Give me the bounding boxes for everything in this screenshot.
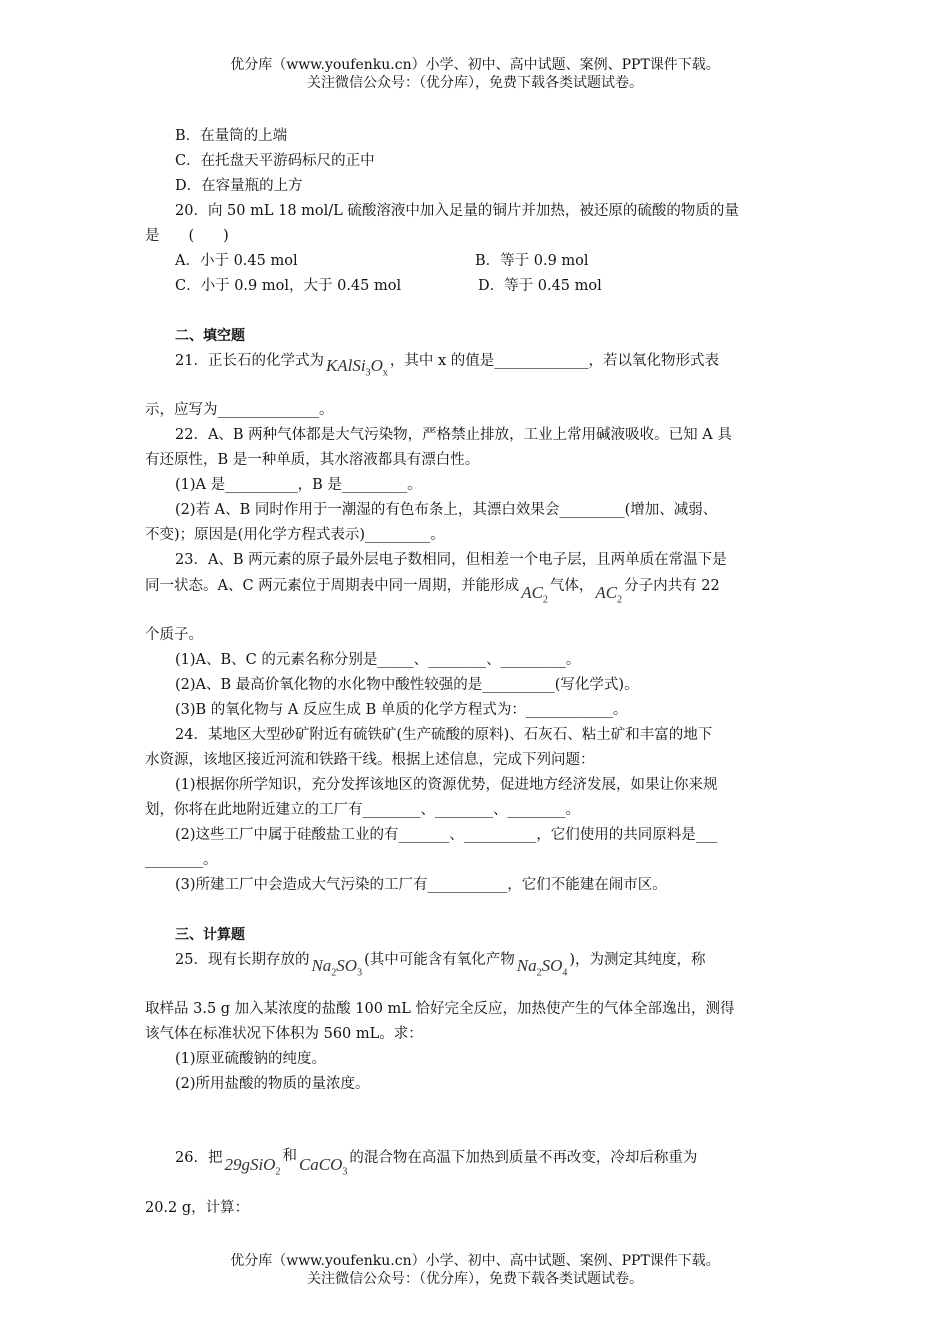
- q21-line-1: [175, 350, 719, 377]
- q23-line-2-prefix: 同一状态。A、C 两元素位于周期表中同一周期，并能形成: [145, 578, 520, 594]
- q22-part-1: (1)A 是__________，B 是_________。: [175, 477, 422, 493]
- q26-line-1: [175, 1147, 698, 1178]
- q23-part-1: (1)A、B、C 的元素名称分别是_____、________、_________。: [175, 652, 581, 668]
- header-line-1: 优分库（www.youfenku.cn）小学、初中、高中试题、案例、PPT课件下载。: [230, 57, 720, 73]
- q25-part-1: (1)原亚硫酸钠的纯度。: [175, 1051, 327, 1067]
- q21-formula: [326, 356, 388, 383]
- q21-formula-sub-x: x: [382, 367, 388, 379]
- q20-option-b: B．等于 0.9 mol: [475, 253, 589, 269]
- q26-and: 和: [282, 1148, 297, 1164]
- q22-line-1: 22．A、B 两种气体都是大气污染物，严格禁止排放，工业上常用碱液吸收。已知 A 具: [175, 427, 732, 443]
- q21-formula-base: KAlSi: [325, 356, 366, 375]
- q23-formula-1: [521, 583, 548, 610]
- q25-formula-na2so3: [311, 956, 362, 983]
- q19-option-d: D．在容量瓶的上方: [175, 178, 303, 194]
- q26-f2-base: CaCO: [298, 1155, 343, 1174]
- q22-line-2: 有还原性，B 是一种单质，其水溶液都具有漂白性。: [145, 452, 480, 468]
- q25-f2-sub-4: 4: [562, 967, 568, 979]
- q25-suffix: )，为测定其纯度，称: [569, 952, 706, 968]
- q25-f1-sub-3: 3: [357, 967, 363, 979]
- q24-line-1: 24．某地区大型砂矿附近有硫铁矿(生产硫酸的原料)、石灰石、粘土矿和丰富的地下: [175, 727, 713, 743]
- q25-f1-so: SO: [336, 956, 358, 975]
- q23-formula-2-sub: 2: [617, 594, 623, 606]
- q23-line-2-mid: 气体，: [549, 578, 594, 594]
- q24-part-2-cont: ________。: [145, 852, 218, 868]
- q23-line-2: [145, 575, 720, 606]
- q25-formula-na2so4: [517, 956, 568, 983]
- q19-option-c: C．在托盘天平游码标尺的正中: [175, 153, 375, 169]
- q23-formula-1-base: AC: [521, 583, 543, 602]
- q26-f1-sub: 2: [275, 1166, 281, 1178]
- q24-part-1-cont: 划，你将在此地附近建立的工厂有________、________、________。: [145, 802, 580, 818]
- q25-f2-na: Na: [516, 956, 537, 975]
- q21-formula-sub-3: 3: [365, 367, 371, 379]
- q23-formula-2: [595, 583, 622, 610]
- q25-f1-sub-2: 2: [331, 967, 337, 979]
- q23-part-2: (2)A、B 最高价氧化物的水化物中酸性较强的是__________(写化学式)。: [175, 677, 639, 693]
- q26-formula-caco3: [299, 1155, 347, 1182]
- q25-line-1: [175, 949, 706, 979]
- q20-option-d: D．等于 0.45 mol: [478, 278, 602, 294]
- q20-option-c: C．小于 0.9 mol，大于 0.45 mol: [175, 278, 402, 294]
- page-footer: [0, 1252, 950, 1288]
- q21-prefix: 21．正长石的化学式为: [175, 353, 324, 369]
- q20-stem-line-1: 20．向 50 mL 18 mol/L 硫酸溶液中加入足量的铜片并加热，被还原的硫酸的物质的量: [175, 203, 739, 219]
- q23-formula-2-base: AC: [595, 583, 618, 602]
- q22-part-2: (2)若 A、B 同时作用于一潮湿的有色布条上，其漂白效果会_________(增加、减弱、: [175, 502, 718, 518]
- q24-part-2: (2)这些工厂中属于硅酸盐工业的有_______、__________，它们使用的共同原料是___: [175, 827, 718, 843]
- q25-part-2: (2)所用盐酸的物质的量浓度。: [175, 1076, 370, 1092]
- q21-line-2: 示，应写为______________。: [145, 402, 334, 418]
- q23-line-1: 23．A、B 两元素的原子最外层电子数相同，但相差一个电子层，且两单质在常温下是: [175, 552, 727, 568]
- header-line-2: 关注微信公众号：（优分库），免费下载各类试题试卷。: [307, 75, 643, 91]
- q23-formula-1-sub: 2: [542, 594, 548, 606]
- q25-f2-sub-2: 2: [536, 967, 542, 979]
- q23-part-3: (3)B 的氧化物与 A 反应生成 B 单质的化学方程式为：____________。: [175, 702, 628, 718]
- q26-prefix: 26．把: [175, 1150, 223, 1166]
- page-header: [0, 56, 950, 92]
- q24-part-1: (1)根据你所学知识，充分发挥该地区的资源优势，促进地方经济发展，如果让你来规: [175, 777, 718, 793]
- q25-line-2: 取样品 3.5 g 加入某浓度的盐酸 100 mL 恰好完全反应，加热使产生的气体全部逸出，测得: [145, 1001, 735, 1017]
- q25-mid: (其中可能含有氧化产物: [364, 952, 515, 968]
- section-title-fill-in: 二、填空题: [175, 328, 245, 344]
- q26-f2-sub: 3: [342, 1166, 348, 1178]
- q24-part-3: (3)所建工厂中会造成大气污染的工厂有___________，它们不能建在闹市区。: [175, 877, 667, 893]
- q26-line-2: 20.2 g，计算：: [145, 1200, 250, 1216]
- q20-option-a: A．小于 0.45 mol: [175, 253, 298, 269]
- q20-stem-line-2: 是 ( ): [145, 228, 229, 244]
- q25-f2-so: SO: [541, 956, 563, 975]
- footer-line-1: 优分库（www.youfenku.cn）小学、初中、高中试题、案例、PPT课件下载。: [230, 1253, 720, 1269]
- q23-line-2-suffix: 分子内共有 22: [624, 578, 720, 594]
- q25-line-3: 该气体在标准状况下体积为 560 mL。求：: [145, 1026, 423, 1042]
- q24-line-2: 水资源，该地区接近河流和铁路干线。根据上述信息，完成下列问题：: [145, 752, 595, 768]
- q21-formula-o: O: [370, 356, 383, 375]
- q26-suffix: 的混合物在高温下加热到质量不再改变，冷却后称重为: [349, 1150, 698, 1166]
- footer-line-2: 关注微信公众号：（优分库），免费下载各类试题试卷。: [307, 1271, 643, 1287]
- q22-part-2-cont: 不变)；原因是(用化学方程式表示)_________。: [145, 527, 445, 543]
- q25-prefix: 25．现有长期存放的: [175, 952, 310, 968]
- q19-option-b: B．在量筒的上端: [175, 128, 288, 144]
- q23-line-3: 个质子。: [145, 627, 203, 643]
- q26-formula-sio2: [224, 1155, 280, 1182]
- section-title-calculation: 三、计算题: [175, 927, 245, 943]
- q21-suffix: ，其中 x 的值是_____________，若以氧化物形式表: [389, 353, 720, 369]
- q25-f1-na: Na: [311, 956, 332, 975]
- q26-f1-base: 29gSiO: [224, 1155, 276, 1174]
